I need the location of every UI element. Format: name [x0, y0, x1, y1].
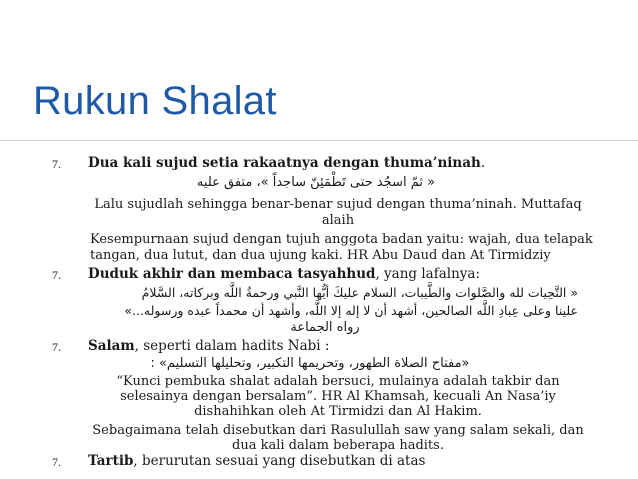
item-heading	[88, 266, 480, 282]
slide-title: Rukun Shalat	[33, 79, 277, 123]
arabic-text: رواه الجماعة	[290, 320, 360, 335]
translation-line: selesainya dengan bersalam”. HR Al Khamsah, kecuali An Nasa’iy	[120, 389, 556, 404]
item-heading-bold: Dua kali sujud setia rakaatnya dengan thuma’ninah	[88, 155, 481, 171]
translation-line: Lalu sujudlah sehingga benar-benar sujud dengan thuma’ninah. Muttafaq	[94, 197, 582, 212]
translation-line: “Kunci pembuka shalat adalah bersuci, mulainya adalah takbir dan	[116, 374, 560, 389]
note-line: Sebagaimana telah disebutkan dari Rasulullah saw yang salam sekali, dan	[92, 423, 584, 438]
note-line: tangan, dua lutut, dan dua ujung kaki. HR Abu Daud dan At Tirmidziy	[90, 248, 551, 263]
item-heading-bold: Tartib	[88, 453, 134, 469]
arabic-text: علينا وعلى عِبادِ اللَّه الصالحين، أشهد أن لا إله إلا اللَّه، وأشهد أن محمداً عبده ورسوله...»	[124, 303, 578, 318]
item-number: 7.	[52, 268, 61, 282]
item-heading-rest: , seperti dalam hadits Nabi :	[134, 338, 330, 354]
arabic-text: «مفتاح الصلاة الطهور، وتحريمها التكبير، وتحليلها التسليم» :	[150, 356, 470, 371]
item-heading	[88, 338, 329, 354]
item-number: 7.	[52, 340, 61, 354]
translation-line: alaih	[321, 213, 355, 228]
note-line: Kesempurnaan sujud dengan tujuh anggota badan yaitu: wajah, dua telapak	[90, 232, 593, 247]
item-heading-bold: Duduk akhir dan membaca tasyahhud	[88, 266, 376, 282]
arabic-text: « ثمّ اسجُد حتى تَطْمَئِنّ ساجداً »، متفق عليه	[196, 175, 436, 190]
title-divider	[0, 140, 638, 141]
item-number: 7.	[52, 157, 61, 171]
item-heading	[88, 155, 485, 171]
item-heading-bold: Salam	[88, 338, 135, 354]
item-number: 7.	[52, 455, 61, 469]
translation-line: dishahihkan oleh At Tirmidzi dan Al Hakim.	[194, 404, 482, 419]
item-heading-rest: , berurutan sesuai yang disebutkan di atas	[133, 453, 426, 469]
arabic-text: « التَّحِيات لله والصَّلوات والطَّيبات، السلام عليكَ أيُّها النَّبي ورحمةُ اللَّه وبركاته، السَّلامُ	[141, 285, 578, 300]
note-line: dua kali dalam beberapa hadits.	[232, 438, 444, 453]
item-heading-rest: , yang lafalnya:	[375, 266, 481, 282]
item-heading	[88, 453, 425, 469]
item-heading-rest: .	[480, 155, 486, 171]
